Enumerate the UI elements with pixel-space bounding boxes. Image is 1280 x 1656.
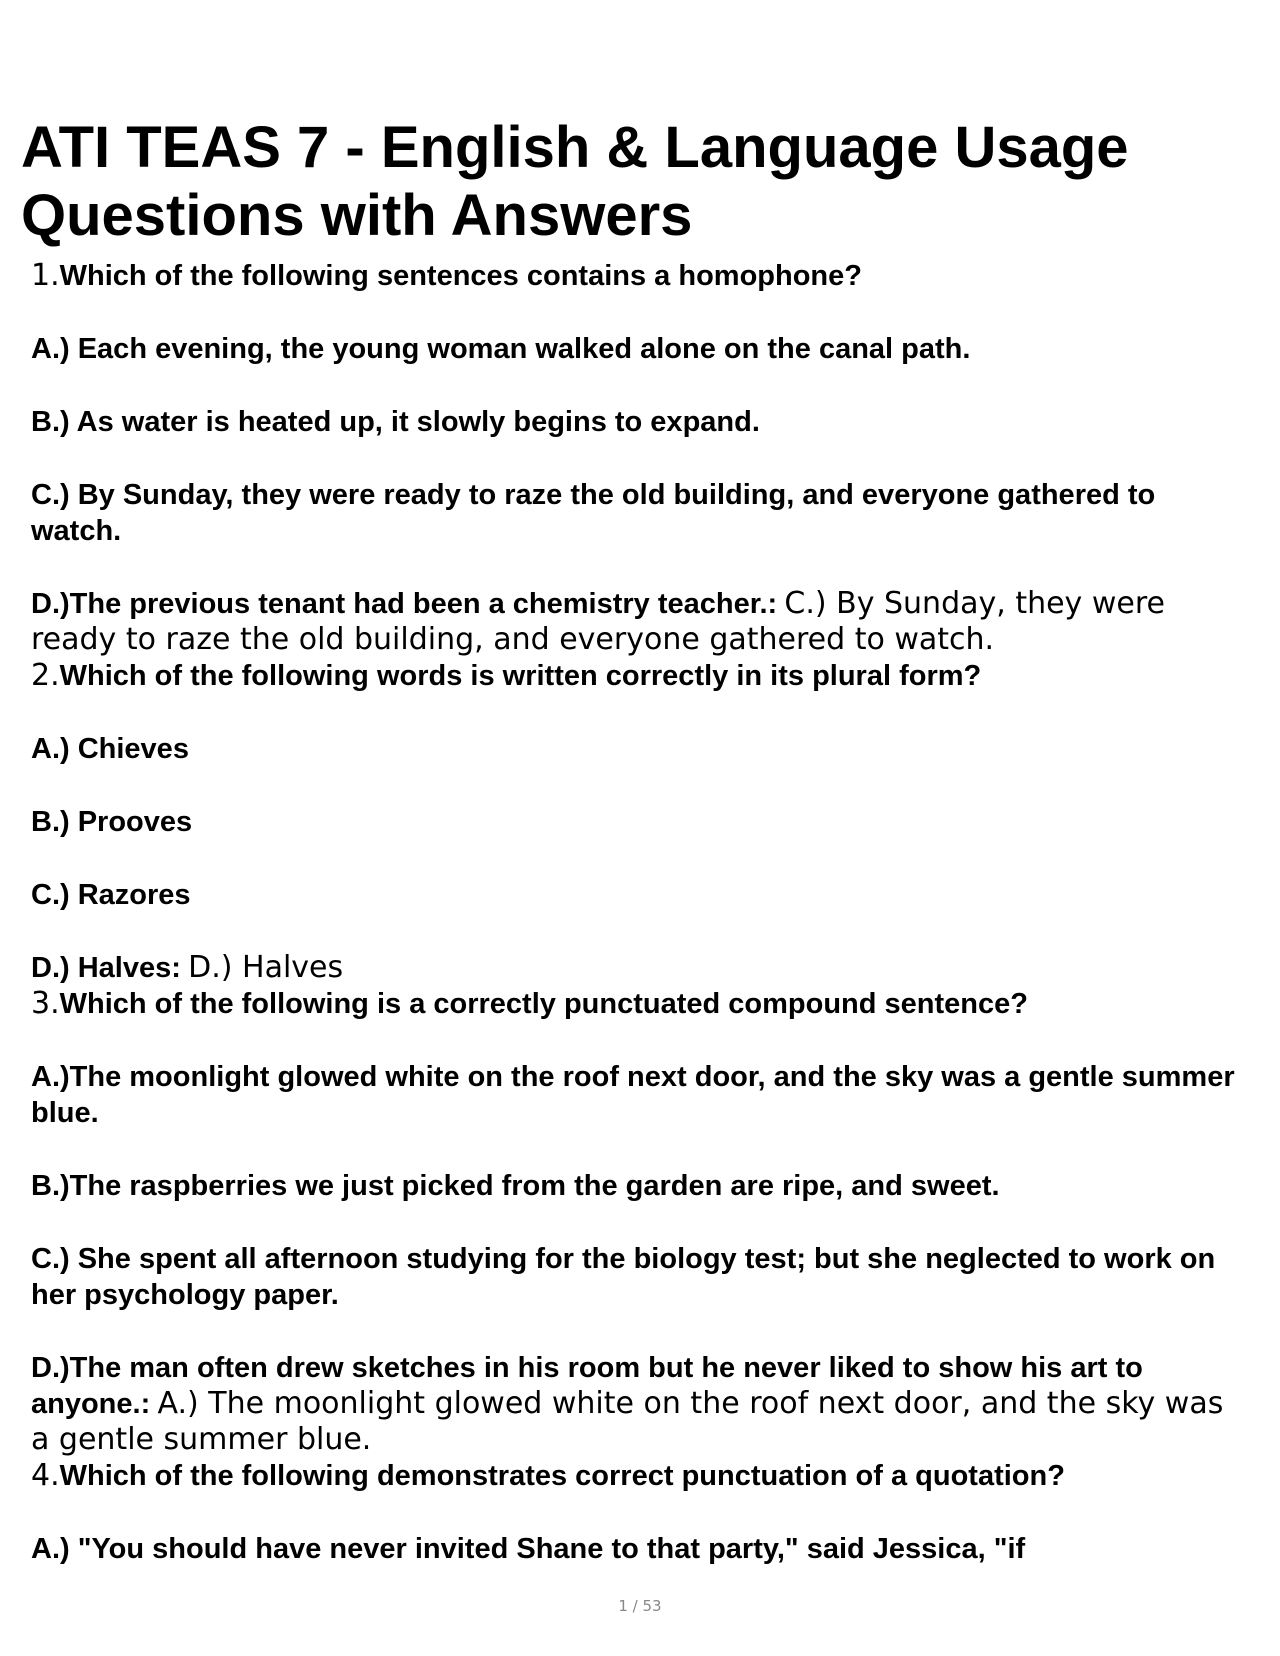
option-a: A.) "You should have never invited Shane to that party," said Jessica, "if: [31, 1533, 1026, 1565]
option-d: D.) Halves:: [31, 952, 181, 984]
option-c: C.) Razores: [31, 879, 191, 911]
question-2: [31, 658, 1246, 694]
question-text: Which of the following sentences contains a homophone?: [59, 260, 862, 292]
page-title: ATI TEAS 7 - English & Language Usage Questions with Answers: [21, 115, 1129, 248]
answer-text: C.) By Sunday, they were ready to raze the old building, and everyone gathered to watch.: [31, 586, 1165, 657]
option-d-with-answer: [31, 1350, 1246, 1458]
question-text: Which of the following demonstrates correct punctuation of a quotation?: [59, 1460, 1065, 1492]
question-number: 2.: [31, 658, 60, 693]
option-a: A.) Each evening, the young woman walked alone on the canal path.: [31, 333, 971, 365]
option-d: D.)The man often drew sketches in his room but he never liked to show his art to anyone.:: [31, 1352, 1143, 1420]
answer-text: A.) The moonlight glowed white on the roof next door, and the sky was a gentle summer blue.: [31, 1386, 1224, 1457]
question-number: 3.: [31, 986, 60, 1021]
option-a: A.)The moonlight glowed white on the roof next door, and the sky was a gentle summer blue.: [31, 1061, 1235, 1129]
option-b: B.) Prooves: [31, 806, 193, 838]
answer-text: D.) Halves: [188, 950, 344, 985]
question-1: [31, 258, 1246, 294]
question-number: 4.: [31, 1458, 60, 1493]
option-b: B.) As water is heated up, it slowly begins to expand.: [31, 406, 760, 438]
option-d: D.)The previous tenant had been a chemistry teacher.:: [31, 588, 778, 620]
option-d-with-answer: [31, 586, 1246, 658]
option-c: C.) By Sunday, they were ready to raze the old building, and everyone gathered to watch.: [31, 479, 1156, 547]
question-text: Which of the following is a correctly punctuated compound sentence?: [59, 988, 1028, 1020]
option-d-with-answer: [31, 950, 1246, 986]
option-c: C.) She spent all afternoon studying for the biology test; but she neglected to work on her psychology paper.: [31, 1243, 1216, 1311]
question-list: [31, 258, 1246, 1567]
question-4: [31, 1458, 1246, 1494]
question-text: Which of the following words is written correctly in its plural form?: [59, 660, 982, 692]
option-b: B.)The raspberries we just picked from the garden are ripe, and sweet.: [31, 1170, 1000, 1202]
question-number: 1.: [31, 258, 60, 293]
option-a: A.) Chieves: [31, 733, 189, 765]
page-indicator: 1 / 53: [618, 1597, 662, 1615]
question-3: [31, 986, 1246, 1022]
